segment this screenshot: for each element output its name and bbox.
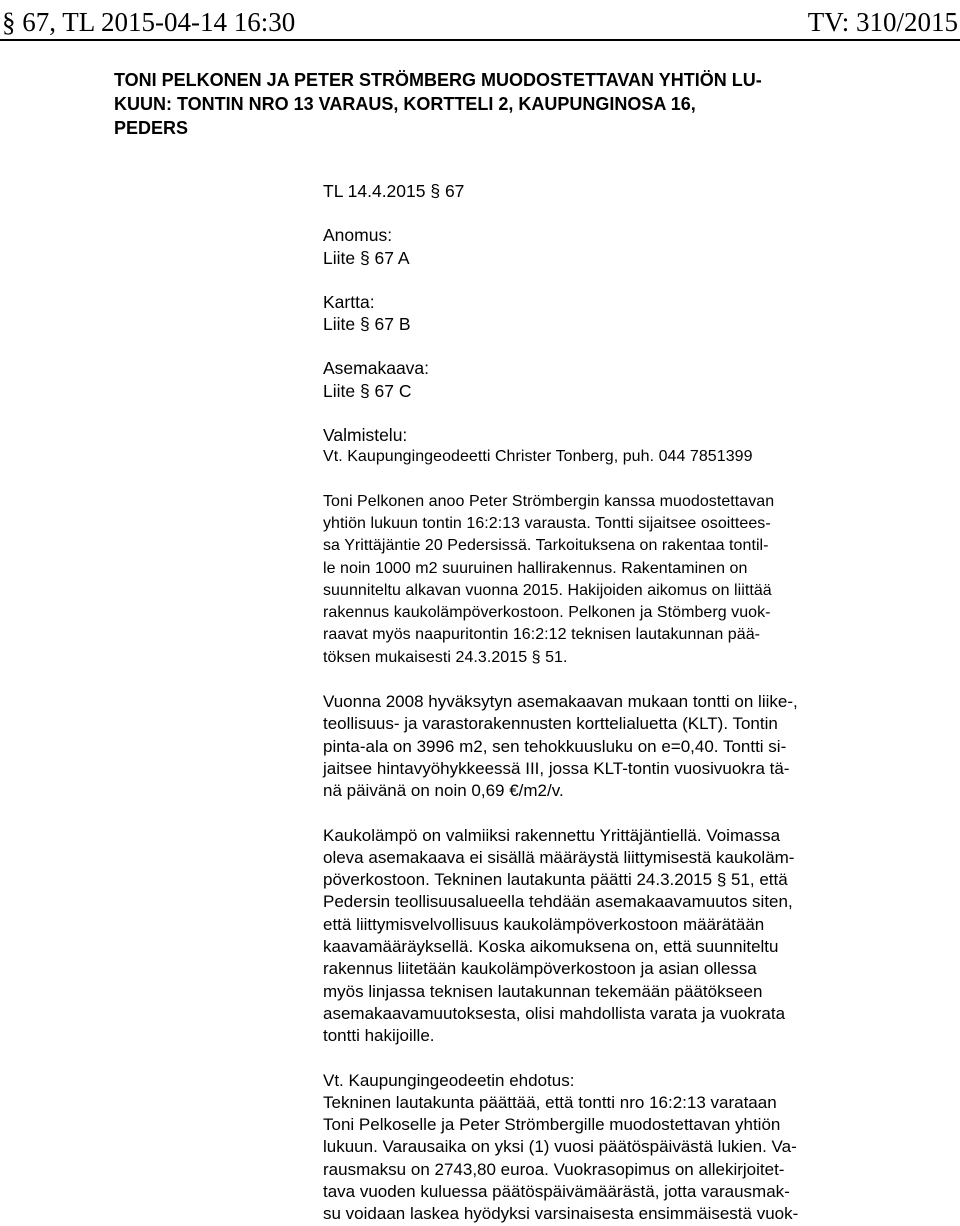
anomus-label: Anomus: xyxy=(323,225,393,246)
paragraph-line: yhtiön lukuun tontin 16:2:13 varausta. Tontti sijaitsee osoittees- xyxy=(323,514,771,532)
paragraph-line: Toni Pelkonen anoo Peter Strömbergin kanssa muodostettavan xyxy=(323,492,775,510)
paragraph-line: Kaukolämpö on valmiiksi rakennettu Yrittäjäntiellä. Voimassa xyxy=(323,825,781,845)
valmistelu-label: Valmistelu: xyxy=(323,425,408,446)
title-line: PEDERS xyxy=(114,118,189,138)
paragraph-line: sa Yrittäjäntie 20 Pedersissä. Tarkoituksena on rakentaa tontil- xyxy=(323,537,769,555)
paragraph-line: asemakaavamuutoksesta, olisi mahdollista varata ja vuokrata xyxy=(323,1003,786,1023)
paragraph-line: myös linjassa teknisen lautakunnan tekemään päätökseen xyxy=(323,981,763,1001)
paragraph-line: Tekninen lautakunta päättää, että tontti nro 16:2:13 varataan xyxy=(323,1092,777,1112)
paragraph-line: tava vuoden kuluessa päätöspäivämäärästä, jotta varausmak- xyxy=(323,1181,790,1201)
paragraph-zoning xyxy=(323,691,883,802)
paragraph-line: jaitsee hintavyöhykkeessä III, jossa KLT-tontin vuosivuokra tä- xyxy=(323,758,790,778)
paragraph-line: kaavamääräyksellä. Koska aikomuksena on, että suunniteltu xyxy=(323,937,779,957)
paragraph-line: töksen mukaisesti 24.3.2015 § 51. xyxy=(323,648,568,666)
paragraph-line: rakennus kaukolämpöverkostoon. Pelkonen ja Stömberg vuok- xyxy=(323,604,771,622)
paragraph-line: tontti hakijoille. xyxy=(323,1026,435,1046)
meeting-reference: TL 14.4.2015 § 67 xyxy=(323,181,465,201)
paragraph-line: rakennus liitetään kaukolämpöverkostoon ja asian ollessa xyxy=(323,959,757,979)
kartta-label: Kartta: xyxy=(323,291,375,312)
paragraph-line: pinta-ala on 3996 m2, sen tehokkuusluku on e=0,40. Tontti si- xyxy=(323,736,787,756)
paragraph-line: pöverkostoon. Tekninen lautakunta päätti 24.3.2015 § 51, että xyxy=(323,870,788,890)
paragraph-line: rausmaksu on 2743,80 euroa. Vuokrasopimus on allekirjoitet- xyxy=(323,1159,785,1179)
asemakaava-label: Asemakaava: xyxy=(323,358,430,379)
title-line: KUUN: TONTIN NRO 13 VARAUS, KORTTELI 2, KAUPUNGINOSA 16, xyxy=(114,94,696,114)
page-header xyxy=(0,3,960,41)
paragraph-line: raavat myös naapuritontin 16:2:12 teknisen lautakunnan pää- xyxy=(323,626,761,644)
header-section-date: § 67, TL 2015-04-14 16:30 xyxy=(2,7,296,37)
paragraph-line: le noin 1000 m2 suuruinen hallirakennus. Rakentaminen on xyxy=(323,559,748,577)
paragraph-proposal xyxy=(323,1070,883,1226)
paragraph-line: teollisuus- ja varastorakennusten korttelialuetta (KLT). Tontin xyxy=(323,714,778,734)
paragraph-application xyxy=(323,491,883,669)
paragraph-line: Pedersin teollisuusalueella tehdään asemakaavamuutos siten, xyxy=(323,892,793,912)
paragraph-line: nä päivänä on noin 0,69 €/m2/v. xyxy=(323,781,564,801)
paragraph-line: että liittymisvelvollisuus kaukolämpöverkostoon määrätään xyxy=(323,914,765,934)
paragraph-line: oleva asemakaava ei sisällä määräystä liittymisestä kaukoläm- xyxy=(323,847,795,867)
header-document-number: TV: 310/2015 xyxy=(807,7,958,37)
paragraph-line: su voidaan laskea hyödyksi varsinaisesta ensimmäisestä vuok- xyxy=(323,1204,799,1224)
proposal-label: Vt. Kaupungingeodeetin ehdotus: xyxy=(323,1070,575,1090)
anomus-value: Liite § 67 A xyxy=(323,247,410,268)
paragraph-line: Vuonna 2008 hyväksytyn asemakaavan mukaan tontti on liike-, xyxy=(323,692,798,712)
valmistelu-value: Vt. Kaupungingeodeetti Christer Tonberg, puh. 044 7851399 xyxy=(323,448,753,466)
paragraph-line: suunniteltu alkavan vuonna 2015. Hakijoiden aikomus on liittää xyxy=(323,581,772,599)
asemakaava-value: Liite § 67 C xyxy=(323,380,412,401)
kartta-value: Liite § 67 B xyxy=(323,314,411,335)
document-body xyxy=(323,180,883,1226)
document-title xyxy=(114,68,844,140)
paragraph-line: Toni Pelkoselle ja Peter Strömbergille muodostettavan yhtiön xyxy=(323,1115,781,1135)
title-line: TONI PELKONEN JA PETER STRÖMBERG MUODOSTETTAVAN YHTIÖN LU- xyxy=(114,70,762,90)
paragraph-district-heating xyxy=(323,825,883,1048)
paragraph-line: lukuun. Varausaika on yksi (1) vuosi päätöspäivästä lukien. Va- xyxy=(323,1137,797,1157)
